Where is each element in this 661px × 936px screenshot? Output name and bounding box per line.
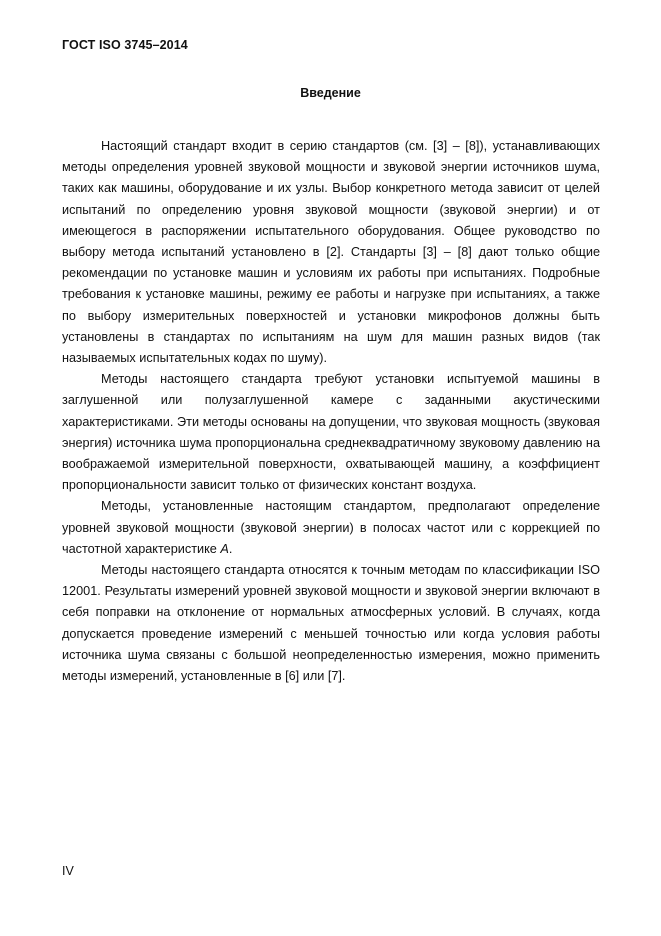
paragraph-3 xyxy=(62,496,600,560)
paragraph-3-italic: A xyxy=(220,541,229,556)
paragraph-4: Методы настоящего стандарта относятся к точным методам по классификации ISO 12001. Результаты измерений уровней звуковой мощности и звуковой энергии включают в себя поправки на отклонение от нормальных атмосферных условий. В случаях, когда допускается проведение измерений с меньшей точностью или когда условия работы источника шума связаны с большой неопределенностью измерения, можно применить методы измерений, установленные в [6] или [7]. xyxy=(62,563,600,684)
paragraph-3-end: . xyxy=(228,541,233,556)
paragraph-2: Методы настоящего стандарта требуют установки испытуемой машины в заглушенной или полузаглушенной камере с заданными акустическими характеристиками. Эти методы основаны на допущении, что звуковая мощность (звуковая энергия) источника шума пропорциональна среднеквадратичному звуковому давлению на воображаемой измерительной поверхности, охватывающей машину, а коэффициент пропорциональности зависит только от физических констант воздуха. xyxy=(62,372,600,493)
document-code-header: ГОСТ ISO 3745–2014 xyxy=(62,38,188,52)
body-text xyxy=(62,136,600,687)
paragraph-3-text: Методы, установленные настоящим стандартом, предполагают определение уровней звуковой мощности (звуковой энергии) в полосах частот или с коррекцией по частотной характеристике xyxy=(62,499,600,556)
section-title: Введение xyxy=(300,86,361,100)
paragraph-1: Настоящий стандарт входит в серию стандартов (см. [3] – [8]), устанавливающих методы определения уровней звуковой мощности и звуковой энергии источников шума, таких как машины, оборудование и их узлы. Выбор конкретного метода зависит от целей испытаний по определению уровня звуковой мощности (звуковой энергии) и от имеющегося в распоряжении испытательного оборудования. Общее руководство по выбору метода испытаний установлено в [2]. Стандарты [3] – [8] дают только общие рекомендации по установке машин и условиям их работы при испытаниях. Подробные требования к установке машины, режиму ее работы и нагрузке при испытаниях, а также по выбору измерительных поверхностей и установки микрофонов должны быть установлены в стандартах по испытаниям на шум для машин разных видов (так называемых испытательных кодах по шуму). xyxy=(62,139,600,366)
page-number: IV xyxy=(62,864,74,878)
